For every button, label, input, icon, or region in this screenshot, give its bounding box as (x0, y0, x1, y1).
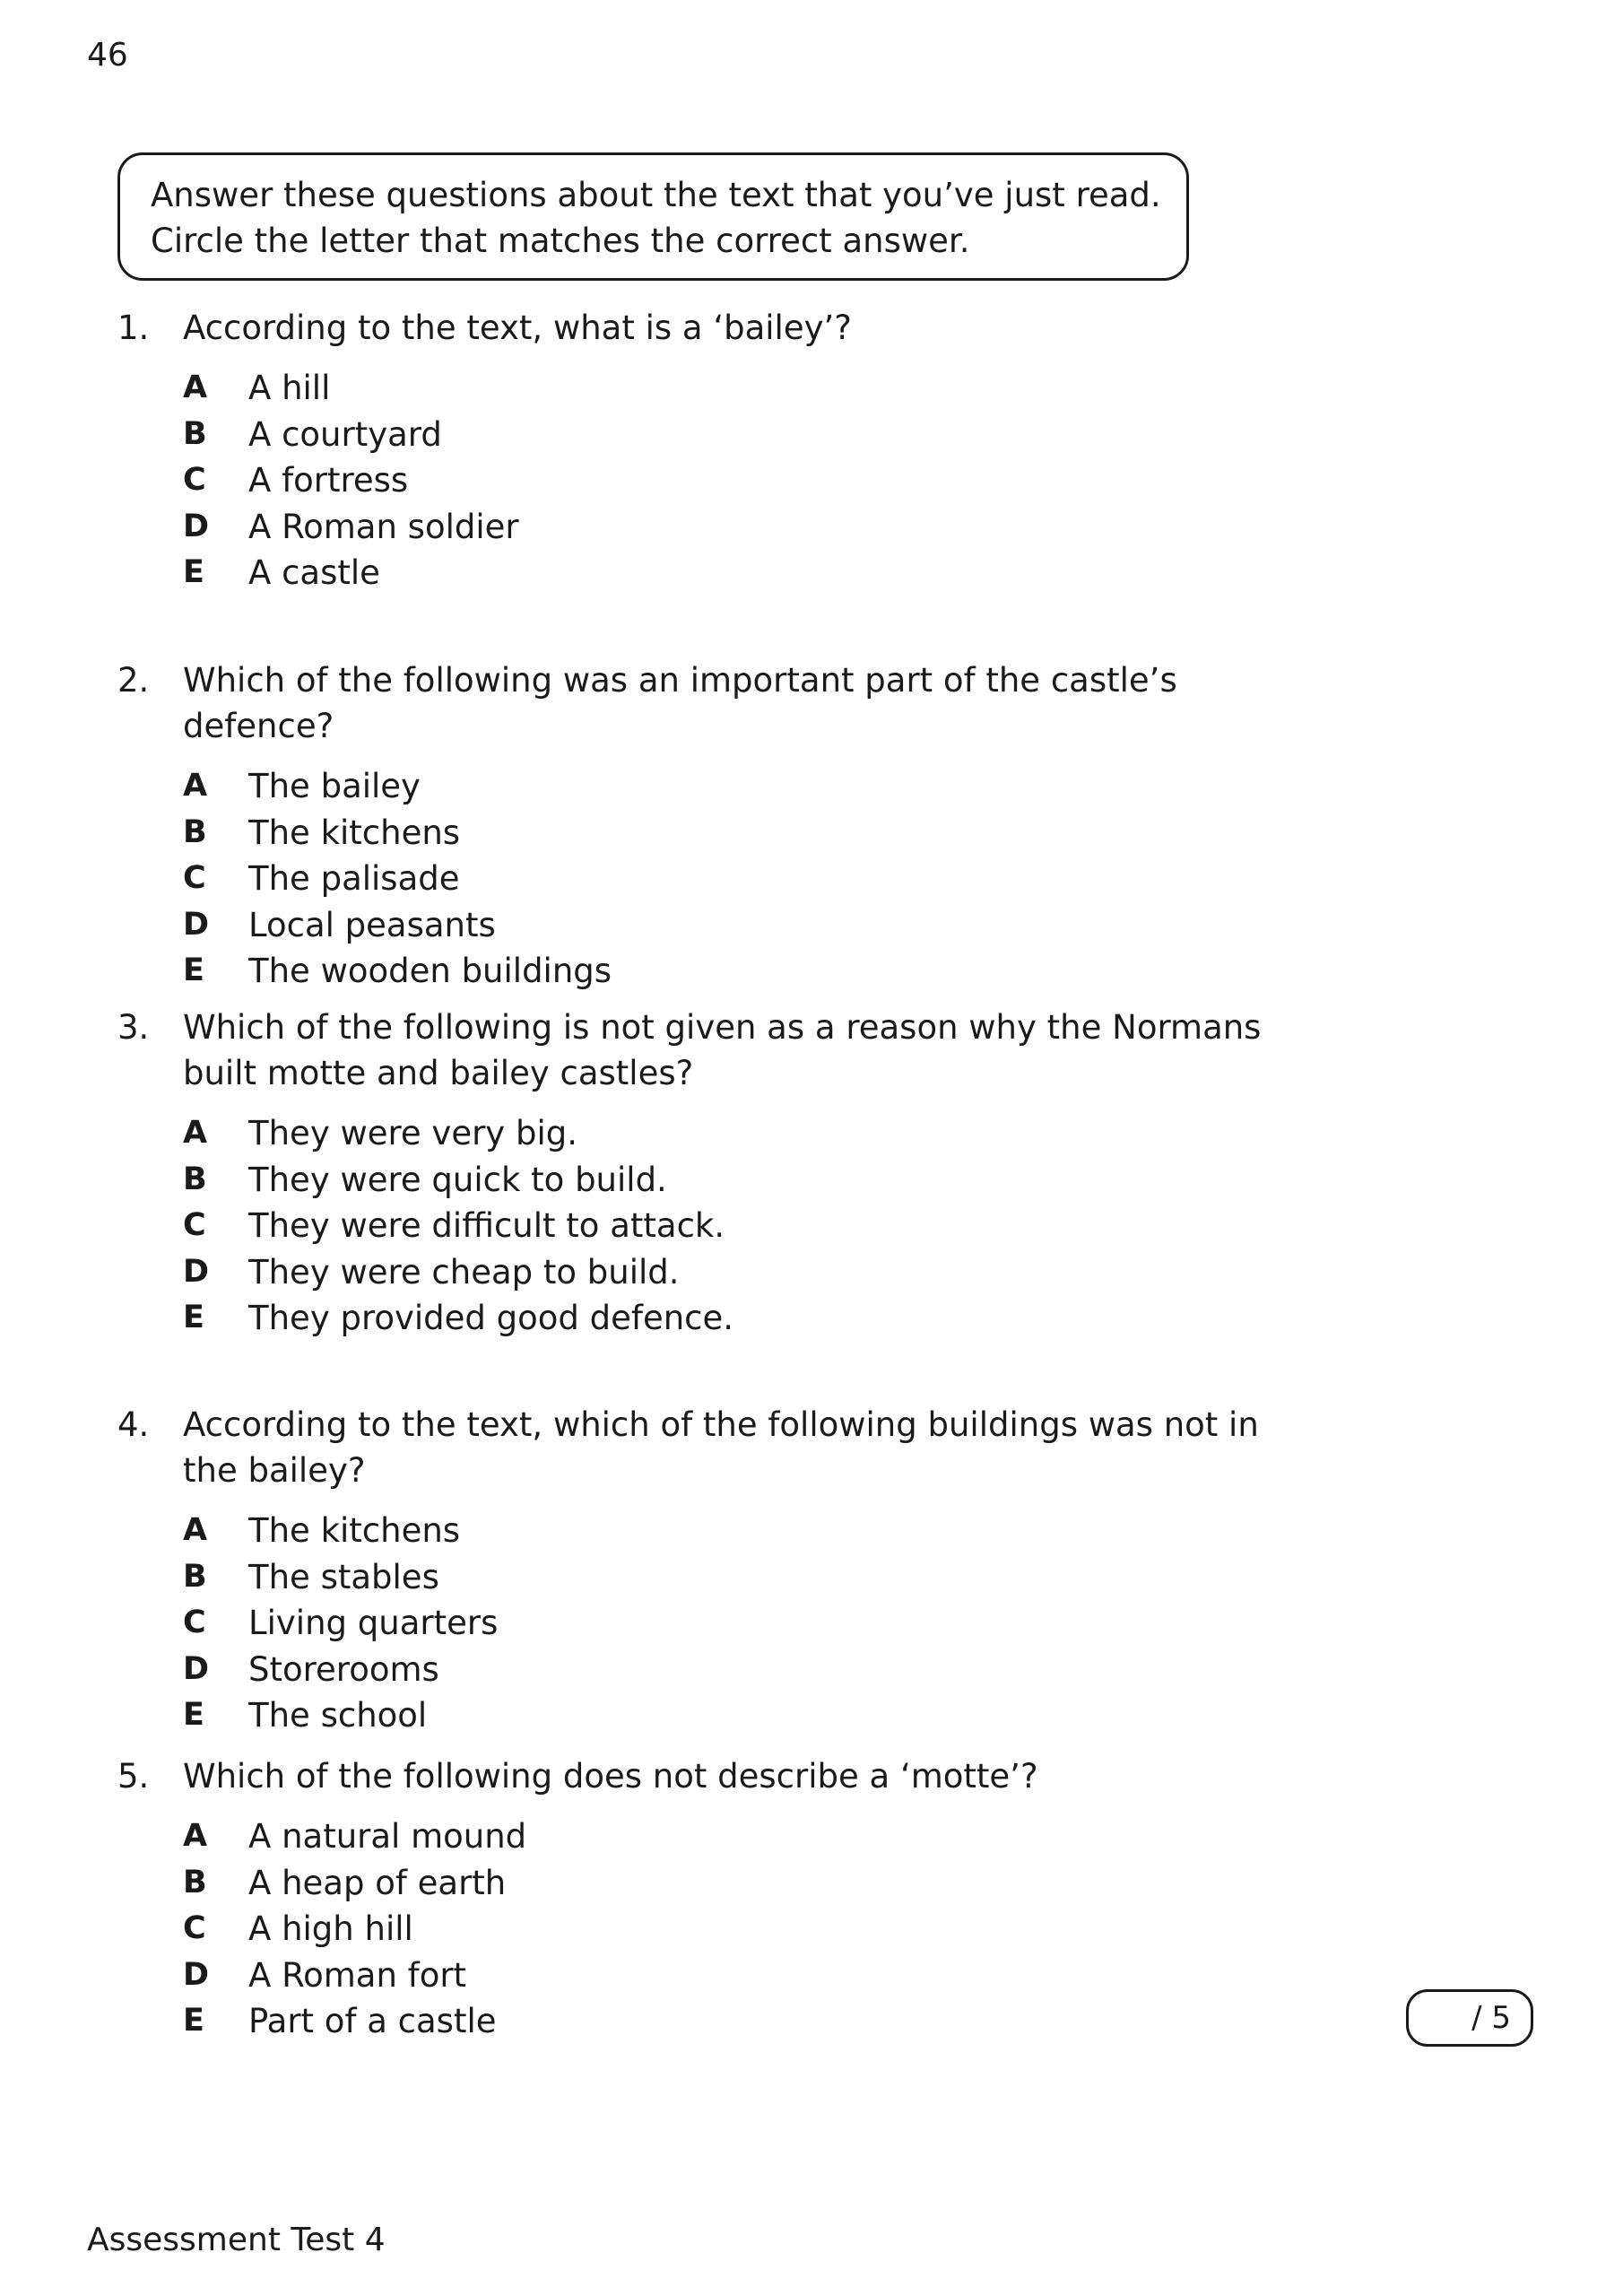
question-number: 1. (117, 309, 150, 347)
option-letter[interactable]: D (183, 1650, 210, 1687)
option-text: A hill (248, 369, 331, 407)
option-list (0, 1110, 1623, 1342)
option-text: Local peasants (248, 905, 496, 944)
question-text: Which of the following was an important part of the castle’s defence? (183, 661, 1177, 745)
option-text: Storerooms (248, 1649, 439, 1689)
question-5 (0, 1753, 1623, 2045)
option-d[interactable] (0, 902, 1623, 949)
option-text: Living quarters (248, 1604, 499, 1642)
option-text: A high hill (248, 1909, 413, 1948)
option-text: The palisade (248, 859, 460, 898)
instruction-box (117, 152, 1189, 281)
option-d[interactable] (0, 504, 1623, 551)
option-d[interactable] (0, 1249, 1623, 1296)
option-letter[interactable]: D (183, 1253, 210, 1290)
option-text: They were very big. (248, 1114, 577, 1152)
option-a[interactable] (0, 1508, 1623, 1554)
option-text: The wooden buildings (248, 952, 612, 990)
option-list (0, 1813, 1623, 2045)
question-text: According to the text, what is a ‘bailey’? (183, 309, 852, 347)
question-number: 4. (117, 1405, 150, 1444)
option-e[interactable] (0, 550, 1623, 596)
option-c[interactable] (0, 457, 1623, 504)
option-text: Part of a castle (248, 2002, 497, 2040)
option-text: A castle (248, 553, 380, 592)
option-e[interactable] (0, 1998, 1623, 2045)
option-b[interactable] (0, 1860, 1623, 1907)
option-letter[interactable]: B (183, 1558, 207, 1595)
option-letter[interactable]: D (183, 1956, 210, 1993)
option-letter[interactable]: A (183, 1512, 208, 1548)
question-2 (0, 657, 1623, 995)
option-d[interactable] (0, 1952, 1623, 1999)
option-text: The stables (248, 1557, 439, 1596)
option-b[interactable] (0, 1157, 1623, 1204)
question-number: 3. (117, 1008, 150, 1047)
question-number: 2. (117, 661, 150, 700)
option-text: The bailey (248, 767, 421, 805)
question-number: 5. (117, 1757, 150, 1796)
option-list (0, 1508, 1623, 1739)
option-a[interactable] (0, 1110, 1623, 1157)
option-text: A heap of earth (248, 1863, 507, 1902)
option-b[interactable] (0, 412, 1623, 458)
instruction-line-1: Answer these questions about the text that you’ve just read. (151, 176, 1161, 214)
option-text: They provided good defence. (248, 1299, 734, 1337)
option-text: The kitchens (248, 813, 461, 852)
option-text: A Roman fort (248, 1955, 467, 1995)
option-c[interactable] (0, 1600, 1623, 1647)
option-text: The kitchens (248, 1511, 461, 1550)
option-text: They were difficult to attack. (248, 1206, 725, 1245)
option-e[interactable] (0, 948, 1623, 995)
score-box[interactable]: / 5 (1406, 1989, 1533, 2047)
option-letter[interactable]: B (183, 1161, 207, 1197)
option-b[interactable] (0, 810, 1623, 857)
option-list (0, 763, 1623, 995)
option-a[interactable] (0, 365, 1623, 412)
option-a[interactable] (0, 763, 1623, 810)
option-letter[interactable]: E (183, 952, 204, 988)
option-letter[interactable]: A (183, 370, 208, 405)
instruction-line-2: Circle the letter that matches the correct answer. (151, 222, 970, 260)
question-3 (0, 1004, 1623, 1342)
option-letter[interactable]: C (183, 1605, 206, 1640)
option-c[interactable] (0, 1906, 1623, 1952)
option-letter[interactable]: A (183, 1818, 208, 1854)
option-letter[interactable]: E (183, 1300, 204, 1335)
question-text: According to the text, which of the following buildings was not in the bailey? (183, 1405, 1259, 1490)
option-letter[interactable]: E (183, 1697, 204, 1733)
option-c[interactable] (0, 1203, 1623, 1249)
question-4 (0, 1402, 1623, 1739)
option-letter[interactable]: A (183, 768, 208, 804)
option-e[interactable] (0, 1692, 1623, 1739)
option-text: A courtyard (248, 414, 442, 454)
option-letter[interactable]: C (183, 1207, 206, 1243)
question-text: Which of the following does not describe a ‘motte’? (183, 1757, 1038, 1796)
option-letter[interactable]: D (183, 508, 210, 544)
option-d[interactable] (0, 1647, 1623, 1693)
option-text: They were cheap to build. (248, 1252, 680, 1292)
question-1 (0, 305, 1623, 596)
option-text: A Roman soldier (248, 507, 519, 546)
option-text: The school (248, 1696, 428, 1735)
option-letter[interactable]: B (183, 1864, 207, 1900)
option-b[interactable] (0, 1554, 1623, 1601)
question-text: Which of the following is not given as a reason why the Normans built motte and bailey castles? (183, 1008, 1262, 1092)
option-letter[interactable]: C (183, 462, 206, 498)
page-number: 46 (87, 37, 128, 74)
option-letter[interactable]: E (183, 2003, 204, 2039)
option-a[interactable] (0, 1813, 1623, 1860)
option-c[interactable] (0, 856, 1623, 902)
option-text: A fortress (248, 461, 409, 500)
option-letter[interactable]: E (183, 554, 204, 590)
option-letter[interactable]: C (183, 860, 206, 896)
option-text: They were quick to build. (248, 1160, 667, 1199)
option-letter[interactable]: D (183, 906, 210, 943)
option-letter[interactable]: B (183, 813, 207, 850)
footer-title: Assessment Test 4 (87, 2222, 386, 2258)
option-letter[interactable]: A (183, 1115, 208, 1151)
option-letter[interactable]: B (183, 415, 207, 452)
option-letter[interactable]: C (183, 1910, 206, 1946)
option-e[interactable] (0, 1295, 1623, 1342)
option-text: A natural mound (248, 1817, 527, 1856)
option-list (0, 365, 1623, 596)
